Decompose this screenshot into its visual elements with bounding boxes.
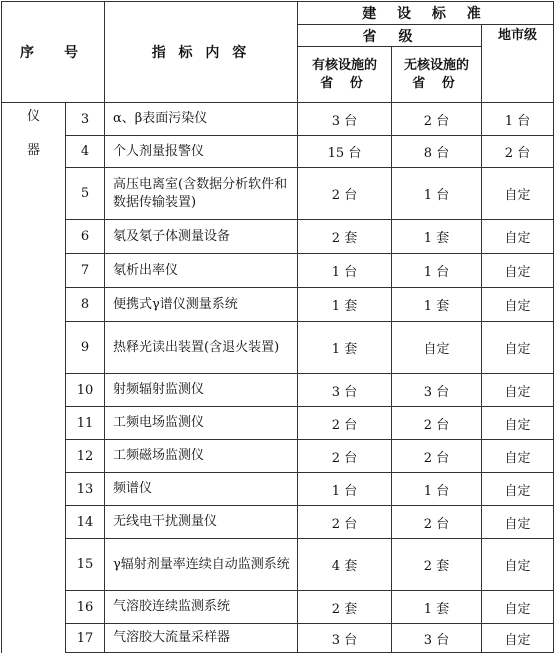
table-row: [2, 624, 554, 653]
row-item: 氡析出率仪: [105, 254, 298, 288]
header-province: 省 级: [298, 25, 482, 47]
row-item: 频谱仪: [105, 473, 298, 506]
row-item: 工频电场监测仪: [105, 407, 298, 440]
row-with-nuclear: 3 台: [298, 624, 392, 653]
header-without-nuclear-line2: 省 份: [412, 75, 461, 91]
table-row: [2, 407, 554, 440]
row-with-nuclear: 1 台: [298, 473, 392, 506]
table-row: [2, 473, 554, 506]
row-with-nuclear: 1 套: [298, 322, 392, 374]
row-without-nuclear: 1 套: [392, 288, 482, 322]
category-char-2: 器: [26, 143, 40, 158]
row-with-nuclear: 15 台: [298, 136, 392, 168]
row-without-nuclear: 2 台: [392, 103, 482, 136]
row-city: 自定: [482, 624, 554, 653]
row-without-nuclear: 1 台: [392, 168, 482, 220]
row-item-text: γ辐射剂量率连续自动监测系统: [113, 556, 290, 572]
row-city: 自定: [482, 440, 554, 473]
row-with-nuclear: 2 台: [298, 168, 392, 220]
row-city: 2 台: [482, 136, 554, 168]
table-row: [2, 254, 554, 288]
row-no: 7: [66, 254, 105, 288]
row-item: 气溶胶连续监测系统: [105, 591, 298, 624]
row-with-nuclear: 4 套: [298, 539, 392, 591]
row-city: 自定: [482, 591, 554, 624]
row-without-nuclear: 1 台: [392, 473, 482, 506]
row-without-nuclear: 2 台: [392, 407, 482, 440]
table-row: [2, 440, 554, 473]
row-no: 16: [66, 591, 105, 624]
header-city: 地市级: [482, 25, 554, 103]
row-city: 自定: [482, 288, 554, 322]
row-item: 工频磁场监测仪: [105, 440, 298, 473]
row-item-text: 高压电离室(含数据分析软件和数据传输装置): [113, 176, 288, 210]
row-city: 自定: [482, 322, 554, 374]
row-no: 14: [66, 506, 105, 539]
row-with-nuclear: 1 套: [298, 288, 392, 322]
header-with-nuclear: [298, 47, 392, 103]
row-city: 自定: [482, 407, 554, 440]
table-row: [2, 136, 554, 168]
row-no: 3: [66, 103, 105, 136]
header-with-nuclear-line2: 省 份: [320, 75, 369, 91]
table-row: [2, 103, 554, 136]
row-no: 11: [66, 407, 105, 440]
header-without-nuclear-line1: 无核设施的: [403, 57, 469, 73]
row-city: 自定: [482, 506, 554, 539]
table-row: [2, 220, 554, 254]
row-no: 9: [66, 322, 105, 374]
row-without-nuclear: 8 台: [392, 136, 482, 168]
row-city: 自定: [482, 220, 554, 254]
row-item: 无线电干扰测量仪: [105, 506, 298, 539]
header-with-nuclear-line1: 有核设施的: [311, 57, 377, 73]
table-row: [2, 506, 554, 539]
row-item: 便携式γ谱仪测量系统: [105, 288, 298, 322]
row-city: 自定: [482, 168, 554, 220]
row-with-nuclear: 2 套: [298, 220, 392, 254]
row-no: 10: [66, 374, 105, 407]
row-item: [105, 539, 298, 591]
row-without-nuclear: 自定: [392, 322, 482, 374]
row-with-nuclear: 2 台: [298, 440, 392, 473]
row-without-nuclear: 3 台: [392, 374, 482, 407]
row-with-nuclear: 3 台: [298, 103, 392, 136]
row-city: 自定: [482, 374, 554, 407]
row-city: 1 台: [482, 103, 554, 136]
row-no: 15: [66, 539, 105, 591]
row-with-nuclear: 3 台: [298, 374, 392, 407]
row-without-nuclear: 1 套: [392, 591, 482, 624]
row-without-nuclear: 1 台: [392, 254, 482, 288]
table-row: [2, 322, 554, 374]
row-item: 氡及氡子体测量设备: [105, 220, 298, 254]
row-no: 5: [66, 168, 105, 220]
row-item-text: 热释光读出装置(含退火装置): [113, 339, 280, 355]
row-city: 自定: [482, 473, 554, 506]
row-no: 13: [66, 473, 105, 506]
row-item: 个人剂量报警仪: [105, 136, 298, 168]
table-row: [2, 591, 554, 624]
row-with-nuclear: 2 台: [298, 506, 392, 539]
table-row: [2, 288, 554, 322]
row-city: 自定: [482, 539, 554, 591]
row-item: α、β表面污染仪: [105, 103, 298, 136]
header-without-nuclear: [392, 47, 482, 103]
header-seq: 序 号: [2, 2, 105, 103]
row-no: 8: [66, 288, 105, 322]
row-item: 射频辐射监测仪: [105, 374, 298, 407]
row-item: 气溶胶大流量采样器: [105, 624, 298, 653]
table-row: [2, 539, 554, 591]
row-city: 自定: [482, 254, 554, 288]
row-no: 17: [66, 624, 105, 653]
row-without-nuclear: 2 台: [392, 506, 482, 539]
row-without-nuclear: 2 台: [392, 440, 482, 473]
header-indicator: 指 标 内 容: [105, 2, 298, 103]
header-standard: 建 设 标 准: [298, 2, 554, 25]
equipment-standard-table: [1, 1, 554, 653]
row-with-nuclear: 2 台: [298, 407, 392, 440]
row-no: 6: [66, 220, 105, 254]
row-no: 4: [66, 136, 105, 168]
row-without-nuclear: 1 套: [392, 220, 482, 254]
row-with-nuclear: 2 套: [298, 591, 392, 624]
row-without-nuclear: 2 套: [392, 539, 482, 591]
category-cell: [2, 103, 66, 653]
table-row: [2, 374, 554, 407]
row-no: 12: [66, 440, 105, 473]
row-item: [105, 322, 298, 374]
row-without-nuclear: 3 台: [392, 624, 482, 653]
table-row: [2, 168, 554, 220]
category-char-1: 仪: [26, 109, 40, 124]
row-with-nuclear: 1 台: [298, 254, 392, 288]
row-item: [105, 168, 298, 220]
